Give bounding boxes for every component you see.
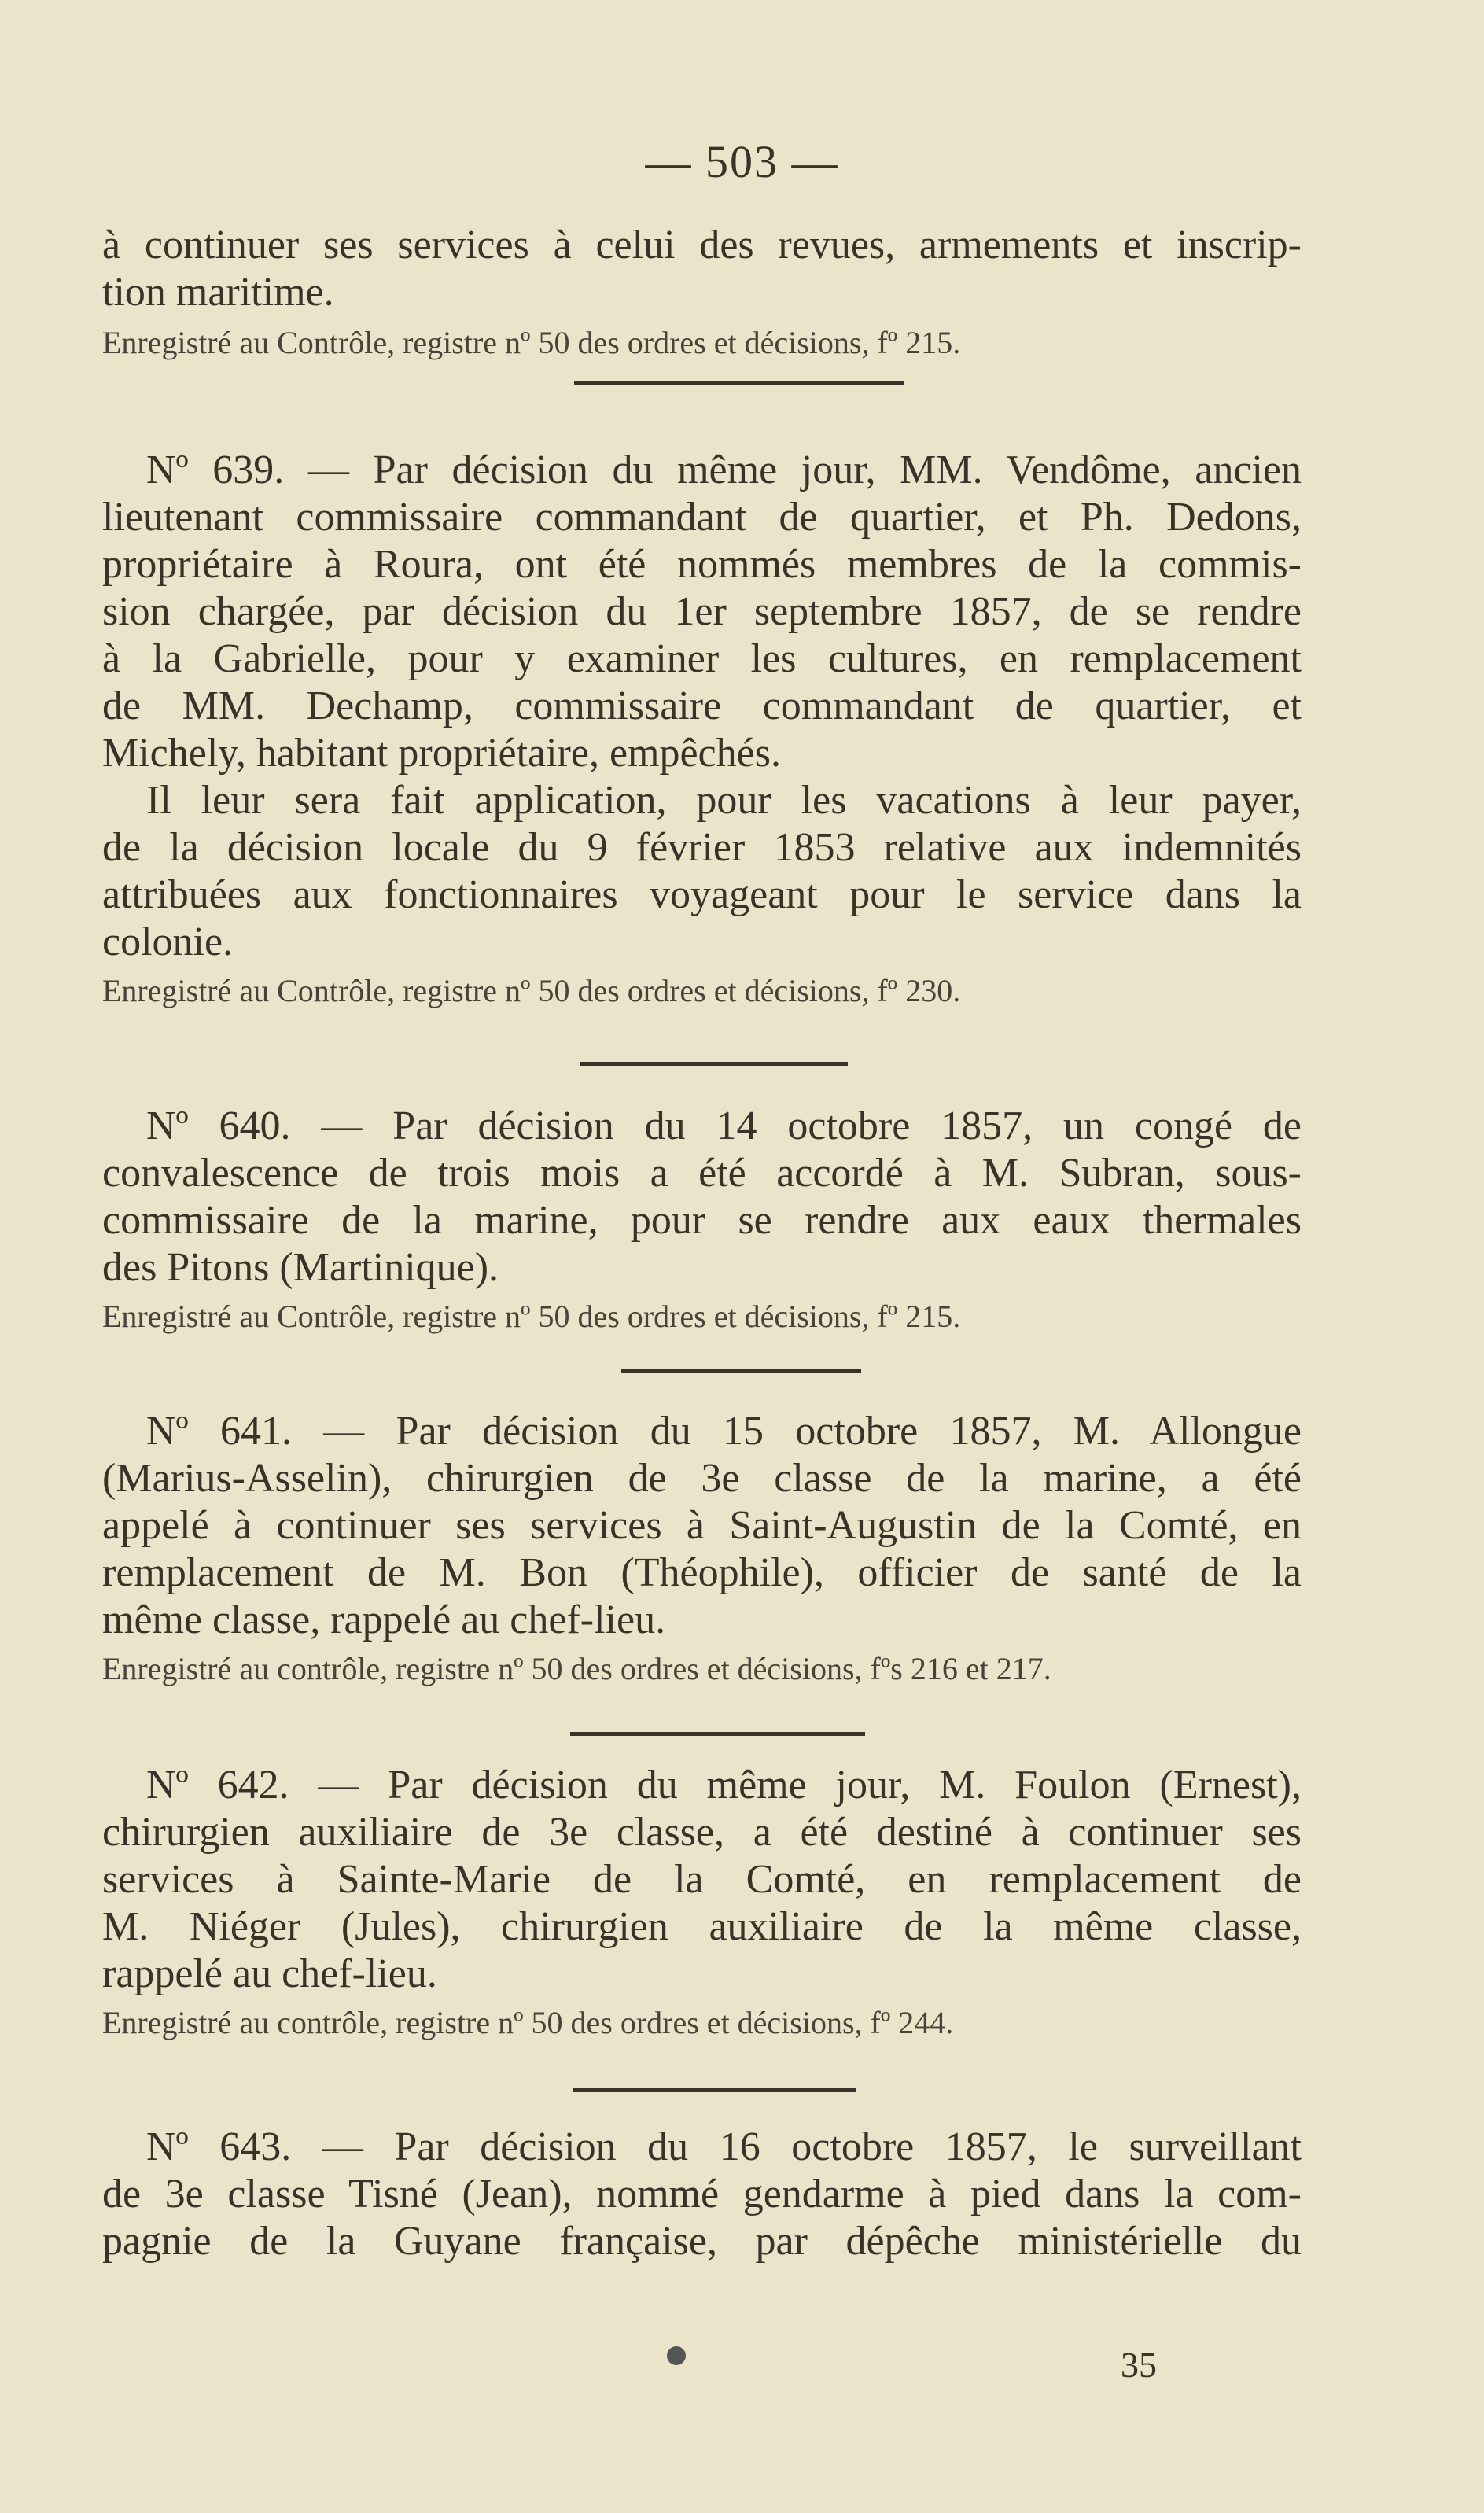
entry-639 [102,447,1302,1013]
text-line: commissaire de la marine, pour se rendre aux eaux thermales [102,1198,1302,1243]
entry-640 [102,1103,1302,1339]
separator-rule [574,381,904,385]
text-line: convalescence de trois mois a été accordé à M. Subran, sous- [102,1151,1302,1196]
text-line: Il leur sera fait application, pour les vacations à leur payer, [146,778,1302,823]
text-line: des Pitons (Martinique). [102,1245,499,1290]
separator-rule [580,1062,848,1066]
separator-rule [573,2088,856,2092]
text-line: de la décision locale du 9 février 1853 relative aux indemnités [102,825,1302,870]
text-line: colonie. [102,919,234,964]
ink-spot [667,2346,686,2365]
text-line: tion maritime. [102,270,334,315]
registration-note: Enregistré au Contrôle, registre nº 50 des ordres et décisions, fº 215. [102,1299,961,1334]
text-line: Michely, habitant propriétaire, empêchés. [102,731,781,776]
text-line: sion chargée, par décision du 1er septembre 1857, de se rendre [102,589,1302,634]
entry-642 [102,1762,1302,2045]
separator-rule [570,1732,865,1736]
text-line: pagnie de la Guyane française, par dépêche ministérielle du [102,2219,1302,2264]
text-line: à la Gabrielle, pour y examiner les cultures, en remplacement [102,636,1302,681]
registration-note: Enregistré au Contrôle, registre nº 50 des ordres et décisions, fº 215. [102,325,961,360]
text-line: lieutenant commissaire commandant de quartier, et Ph. Dedons, [102,495,1302,540]
text-line: Nº 643. — Par décision du 16 octobre 1857, le surveillant [146,2124,1302,2169]
text-line: même classe, rappelé au chef-lieu. [102,1597,666,1642]
text-line: de 3e classe Tisné (Jean), nommé gendarme à pied dans la com- [102,2172,1302,2216]
text-line: rappelé au chef-lieu. [102,1951,437,1996]
text-line: remplacement de M. Bon (Théophile), officier de santé de la [102,1550,1302,1595]
text-line: Nº 642. — Par décision du même jour, M. Foulon (Ernest), [146,1763,1302,1807]
text-line: appelé à continuer ses services à Saint-Augustin de la Comté, en [102,1503,1302,1548]
text-line: à continuer ses services à celui des revues, armements et inscrip- [102,223,1302,267]
registration-note: Enregistré au Contrôle, registre nº 50 des ordres et décisions, fº 230. [102,973,961,1008]
page-number: — 503 — [645,136,839,187]
separator-rule [621,1369,861,1373]
text-line: propriétaire à Roura, ont été nommés membres de la commis- [102,542,1302,587]
text-line: (Marius-Asselin), chirurgien de 3e classe de la marine, a été [102,1456,1302,1501]
text-line: Nº 641. — Par décision du 15 octobre 1857, M. Allongue [146,1409,1302,1454]
registration-note: Enregistré au contrôle, registre nº 50 des ordres et décisions, fºs 216 et 217. [102,1651,1051,1686]
text-line: M. Niéger (Jules), chirurgien auxiliaire de la même classe, [102,1904,1302,1949]
text-line: Nº 640. — Par décision du 14 octobre 1857, un congé de [146,1104,1302,1148]
text-line: de MM. Dechamp, commissaire commandant de quartier, et [102,684,1302,728]
entry-643 [102,2124,1302,2265]
text-line: Nº 639. — Par décision du même jour, MM. Vendôme, ancien [146,448,1302,492]
text-line: chirurgien auxiliaire de 3e classe, a été destiné à continuer ses [102,1810,1302,1855]
entry-intro [102,222,1302,365]
entry-641 [102,1408,1302,1691]
registration-note: Enregistré au contrôle, registre nº 50 des ordres et décisions, fº 244. [102,2005,954,2040]
text-line: services à Sainte-Marie de la Comté, en remplacement de [102,1857,1302,1902]
signature-mark: 35 [1121,2345,1157,2385]
text-line: attribuées aux fonctionnaires voyageant pour le service dans la [102,872,1302,917]
